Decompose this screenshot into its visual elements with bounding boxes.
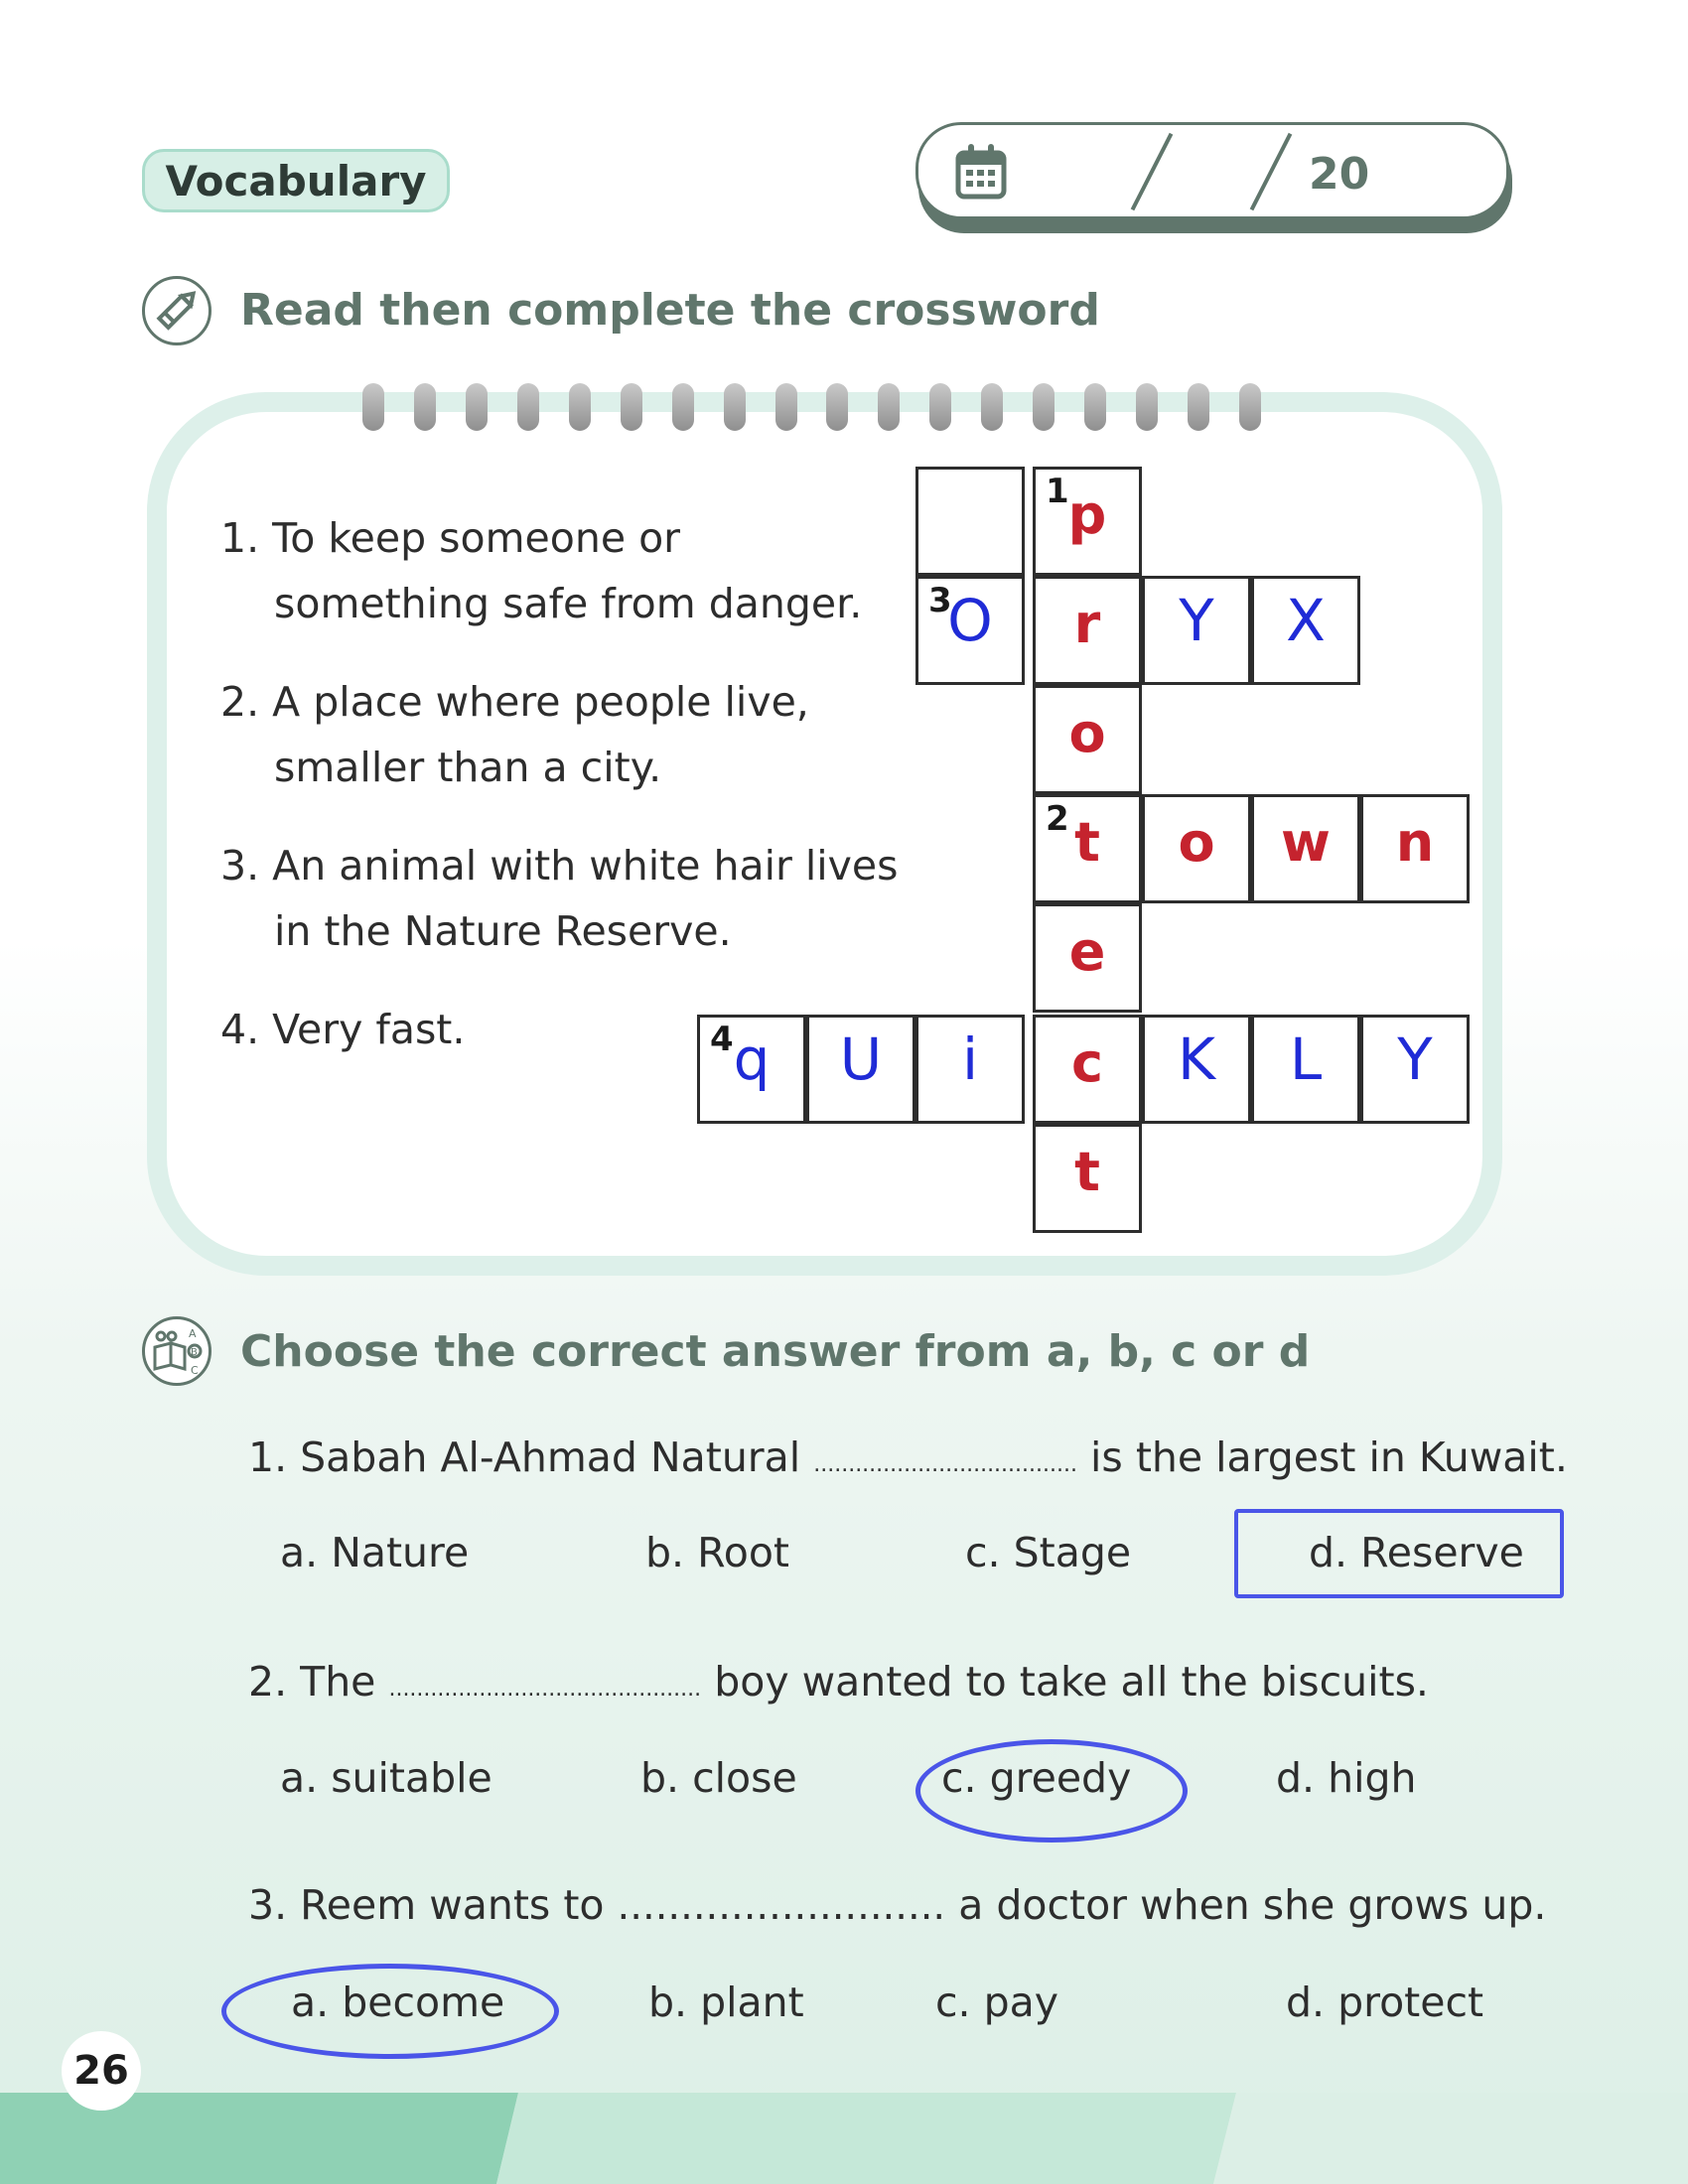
answer-letter: n xyxy=(1395,811,1435,874)
option-d[interactable]: d. protect xyxy=(1286,1979,1484,2026)
option-a[interactable]: a. Nature xyxy=(280,1529,470,1576)
crossword-cell[interactable] xyxy=(1033,1124,1142,1233)
svg-text:C: C xyxy=(191,1364,199,1377)
answer-letter: t xyxy=(1074,1141,1100,1203)
option-c[interactable]: c. pay xyxy=(935,1979,1059,2026)
question-text: boy wanted to take all the biscuits. xyxy=(714,1658,1429,1706)
clue-3: 3. An animal with white hair lives xyxy=(220,842,899,889)
question-text: 1. Sabah Al-Ahmad Natural xyxy=(248,1433,801,1481)
answer-letter: O xyxy=(947,587,993,654)
question-2 xyxy=(248,1658,1429,1706)
crossword-cell[interactable] xyxy=(1360,794,1470,903)
crossword-cell-blank[interactable] xyxy=(915,467,1025,576)
answer-letter: o xyxy=(1068,702,1106,764)
question-1 xyxy=(248,1433,1568,1481)
answer-blank[interactable]: ............................................. xyxy=(388,1677,702,1702)
answer-letter: q xyxy=(733,1025,771,1093)
crossword-cell[interactable] xyxy=(1360,1015,1470,1124)
answer-letter: p xyxy=(1067,483,1107,546)
clue-number: 3 xyxy=(928,581,952,620)
crossword-cell[interactable] xyxy=(1251,576,1360,685)
answer-blank[interactable]: ...................................... xyxy=(813,1452,1077,1477)
answer-letter: t xyxy=(1074,811,1100,874)
option-d[interactable]: d. high xyxy=(1276,1754,1417,1802)
svg-text:A: A xyxy=(189,1327,197,1340)
selected-answer-mark xyxy=(221,1964,559,2059)
selected-answer-mark xyxy=(1234,1509,1564,1598)
option-c[interactable]: c. Stage xyxy=(965,1529,1132,1576)
option-b[interactable]: b. Root xyxy=(645,1529,789,1576)
answer-blank[interactable]: .......................... xyxy=(617,1883,946,1929)
answer-letter: c xyxy=(1070,1031,1103,1094)
option-a[interactable]: a. become xyxy=(291,1979,505,2026)
question-text: 3. Reem wants to xyxy=(248,1881,605,1929)
crossword-cell[interactable] xyxy=(1033,903,1142,1013)
crossword-cell[interactable] xyxy=(1142,1015,1251,1124)
crossword-cell[interactable] xyxy=(915,1015,1025,1124)
spiral-binding xyxy=(362,383,1261,433)
crossword-cell[interactable] xyxy=(1033,467,1142,576)
option-d[interactable]: d. Reserve xyxy=(1309,1529,1524,1576)
crossword-cell[interactable] xyxy=(1033,1015,1142,1124)
crossword-cell[interactable] xyxy=(1033,576,1142,685)
section-label: Vocabulary xyxy=(142,149,450,212)
answer-letter: L xyxy=(1289,1025,1323,1093)
option-b[interactable]: b. close xyxy=(640,1754,797,1802)
clue-4: 4. Very fast. xyxy=(220,1006,466,1053)
option-c[interactable]: c. greedy xyxy=(941,1754,1132,1802)
footer-band xyxy=(0,2093,1688,2184)
crossword-section-title: Read then complete the crossword xyxy=(240,285,1100,336)
book-abc-icon xyxy=(142,1316,211,1386)
answer-letter: o xyxy=(1178,811,1215,874)
clue-number: 4 xyxy=(710,1020,734,1059)
answer-letter: i xyxy=(961,1025,979,1093)
pencil-icon xyxy=(142,276,211,345)
clue-2-continued: smaller than a city. xyxy=(274,744,662,791)
clue-3-continued: in the Nature Reserve. xyxy=(274,907,732,955)
crossword-cell[interactable] xyxy=(806,1015,915,1124)
selected-answer-mark xyxy=(915,1739,1188,1843)
page-number: 26 xyxy=(62,2031,141,2111)
question-text: a doctor when she grows up. xyxy=(958,1881,1547,1929)
option-a[interactable]: a. suitable xyxy=(280,1754,492,1802)
answer-letter: U xyxy=(839,1025,883,1093)
clue-1: 1. To keep someone or xyxy=(220,514,681,562)
crossword-cell[interactable] xyxy=(697,1015,806,1124)
crossword-cell[interactable] xyxy=(1251,1015,1360,1124)
clue-1-continued: something safe from danger. xyxy=(274,580,863,627)
clue-number: 2 xyxy=(1046,799,1069,839)
answer-letter: r xyxy=(1073,593,1101,655)
crossword-cell[interactable] xyxy=(1251,794,1360,903)
question-3 xyxy=(248,1881,1546,1929)
answer-letter: K xyxy=(1177,1025,1216,1093)
question-text: 2. The xyxy=(248,1658,376,1706)
mcq-section-title: Choose the correct answer from a, b, c or d xyxy=(240,1326,1311,1377)
crossword-cell[interactable] xyxy=(1142,794,1251,903)
crossword-cell[interactable] xyxy=(1142,576,1251,685)
question-text: is the largest in Kuwait. xyxy=(1090,1433,1568,1481)
answer-letter: Y xyxy=(1179,587,1214,654)
option-b[interactable]: b. plant xyxy=(648,1979,804,2026)
crossword-cell[interactable] xyxy=(1033,685,1142,794)
clue-2: 2. A place where people live, xyxy=(220,678,809,726)
answer-letter: Y xyxy=(1397,1025,1433,1093)
crossword-cell[interactable] xyxy=(1033,794,1142,903)
calendar-icon xyxy=(955,141,1007,201)
answer-letter: w xyxy=(1281,811,1331,874)
clue-number: 1 xyxy=(1046,472,1069,511)
answer-letter: X xyxy=(1286,587,1326,654)
answer-letter: e xyxy=(1068,920,1106,983)
date-year: 20 xyxy=(1309,149,1370,200)
crossword-cell[interactable] xyxy=(915,576,1025,685)
svg-text:B: B xyxy=(191,1347,198,1358)
